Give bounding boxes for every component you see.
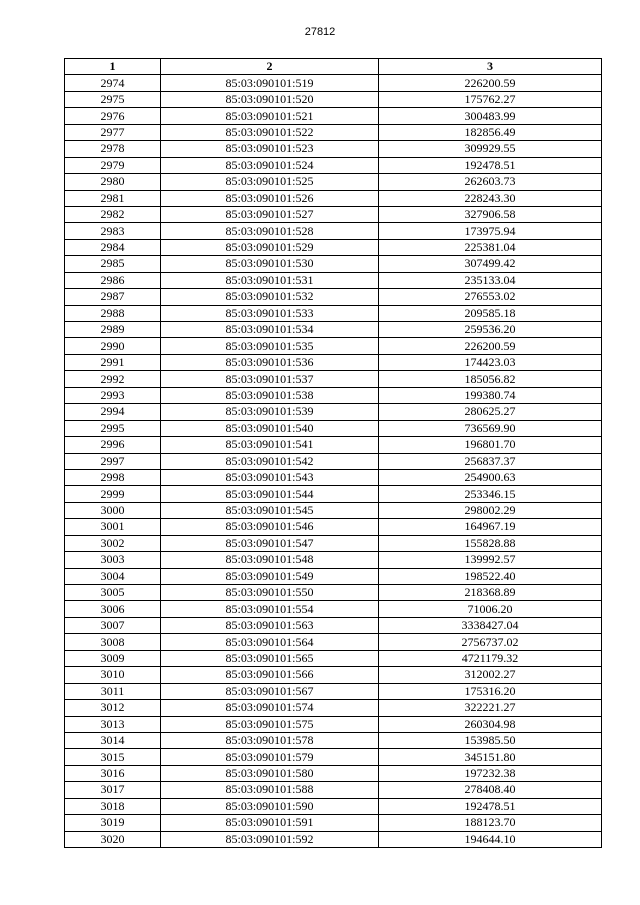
- cadastral-number-cell: 85:03:090101:549: [161, 568, 379, 584]
- table-row: [65, 91, 602, 107]
- cadastral-number-cell: 85:03:090101:536: [161, 354, 379, 370]
- cadastral-number-cell: 85:03:090101:547: [161, 535, 379, 551]
- table-row: [65, 601, 602, 617]
- table-header: [65, 59, 602, 75]
- value-cell: 280625.27: [379, 404, 602, 420]
- table-row: [65, 798, 602, 814]
- cadastral-number-cell: 85:03:090101:537: [161, 371, 379, 387]
- row-number-cell: 3004: [65, 568, 161, 584]
- value-cell: 262603.73: [379, 174, 602, 190]
- column-header-1: 1: [65, 59, 161, 75]
- value-cell: 4721179.32: [379, 650, 602, 666]
- cadastral-number-cell: 85:03:090101:522: [161, 124, 379, 140]
- row-number-cell: 2989: [65, 322, 161, 338]
- cadastral-number-cell: 85:03:090101:524: [161, 157, 379, 173]
- row-number-cell: 2987: [65, 289, 161, 305]
- cadastral-number-cell: 85:03:090101:531: [161, 272, 379, 288]
- row-number-cell: 2974: [65, 75, 161, 91]
- row-number-cell: 3005: [65, 585, 161, 601]
- table-row: [65, 519, 602, 535]
- row-number-cell: 2992: [65, 371, 161, 387]
- value-cell: 228243.30: [379, 190, 602, 206]
- table-row: [65, 190, 602, 206]
- table-row: [65, 223, 602, 239]
- table-row: [65, 75, 602, 91]
- value-cell: 153985.50: [379, 732, 602, 748]
- value-cell: 199380.74: [379, 387, 602, 403]
- value-cell: 253346.15: [379, 486, 602, 502]
- table-row: [65, 354, 602, 370]
- row-number-cell: 3012: [65, 700, 161, 716]
- row-number-cell: 3002: [65, 535, 161, 551]
- table-row: [65, 700, 602, 716]
- value-cell: 192478.51: [379, 157, 602, 173]
- value-cell: 345151.80: [379, 749, 602, 765]
- row-number-cell: 3003: [65, 552, 161, 568]
- row-number-cell: 3000: [65, 502, 161, 518]
- value-cell: 218368.89: [379, 585, 602, 601]
- row-number-cell: 2994: [65, 404, 161, 420]
- value-cell: 71006.20: [379, 601, 602, 617]
- value-cell: 736569.90: [379, 420, 602, 436]
- cadastral-number-cell: 85:03:090101:544: [161, 486, 379, 502]
- table-row: [65, 141, 602, 157]
- row-number-cell: 3019: [65, 815, 161, 831]
- table-row: [65, 157, 602, 173]
- cadastral-number-cell: 85:03:090101:519: [161, 75, 379, 91]
- cadastral-number-cell: 85:03:090101:521: [161, 108, 379, 124]
- table-row: [65, 322, 602, 338]
- cadastral-number-cell: 85:03:090101:530: [161, 256, 379, 272]
- row-number-cell: 2998: [65, 469, 161, 485]
- value-cell: 155828.88: [379, 535, 602, 551]
- table-row: [65, 535, 602, 551]
- row-number-cell: 3014: [65, 732, 161, 748]
- value-cell: 2756737.02: [379, 634, 602, 650]
- table-row: [65, 765, 602, 781]
- cadastral-number-cell: 85:03:090101:580: [161, 765, 379, 781]
- table-row: [65, 256, 602, 272]
- value-cell: 3338427.04: [379, 617, 602, 633]
- row-number-cell: 2980: [65, 174, 161, 190]
- value-cell: 235133.04: [379, 272, 602, 288]
- value-cell: 256837.37: [379, 453, 602, 469]
- value-cell: 188123.70: [379, 815, 602, 831]
- value-cell: 198522.40: [379, 568, 602, 584]
- row-number-cell: 3010: [65, 667, 161, 683]
- row-number-cell: 3008: [65, 634, 161, 650]
- cadastral-number-cell: 85:03:090101:546: [161, 519, 379, 535]
- table-row: [65, 305, 602, 321]
- table-row: [65, 732, 602, 748]
- row-number-cell: 2976: [65, 108, 161, 124]
- row-number-cell: 2991: [65, 354, 161, 370]
- cadastral-number-cell: 85:03:090101:533: [161, 305, 379, 321]
- row-number-cell: 2990: [65, 338, 161, 354]
- page-number: 27812: [304, 26, 336, 38]
- row-number-cell: 2996: [65, 437, 161, 453]
- cadastral-number-cell: 85:03:090101:538: [161, 387, 379, 403]
- value-cell: 194644.10: [379, 831, 602, 847]
- cadastral-number-cell: 85:03:090101:534: [161, 322, 379, 338]
- table-row: [65, 174, 602, 190]
- table-row: [65, 453, 602, 469]
- table-row: [65, 206, 602, 222]
- table-row: [65, 437, 602, 453]
- table-row: [65, 239, 602, 255]
- row-number-cell: 2979: [65, 157, 161, 173]
- table-row: [65, 650, 602, 666]
- value-cell: 278408.40: [379, 782, 602, 798]
- row-number-cell: 2993: [65, 387, 161, 403]
- value-cell: 309929.55: [379, 141, 602, 157]
- row-number-cell: 2977: [65, 124, 161, 140]
- row-number-cell: 3016: [65, 765, 161, 781]
- cadastral-number-cell: 85:03:090101:539: [161, 404, 379, 420]
- table-row: [65, 272, 602, 288]
- data-table: [64, 58, 602, 848]
- cadastral-number-cell: 85:03:090101:520: [161, 91, 379, 107]
- row-number-cell: 2999: [65, 486, 161, 502]
- row-number-cell: 2975: [65, 91, 161, 107]
- row-number-cell: 3009: [65, 650, 161, 666]
- cadastral-number-cell: 85:03:090101:574: [161, 700, 379, 716]
- cadastral-number-cell: 85:03:090101:543: [161, 469, 379, 485]
- value-cell: 312002.27: [379, 667, 602, 683]
- value-cell: 226200.59: [379, 75, 602, 91]
- table-row: [65, 108, 602, 124]
- cadastral-number-cell: 85:03:090101:590: [161, 798, 379, 814]
- row-number-cell: 2978: [65, 141, 161, 157]
- row-number-cell: 2984: [65, 239, 161, 255]
- value-cell: 225381.04: [379, 239, 602, 255]
- value-cell: 185056.82: [379, 371, 602, 387]
- cadastral-number-cell: 85:03:090101:579: [161, 749, 379, 765]
- table-row: [65, 404, 602, 420]
- column-header-2: 2: [161, 59, 379, 75]
- table-row: [65, 124, 602, 140]
- table-row: [65, 502, 602, 518]
- table-row: [65, 486, 602, 502]
- table-row: [65, 749, 602, 765]
- table-row: [65, 683, 602, 699]
- cadastral-number-cell: 85:03:090101:566: [161, 667, 379, 683]
- row-number-cell: 3006: [65, 601, 161, 617]
- value-cell: 259536.20: [379, 322, 602, 338]
- value-cell: 174423.03: [379, 354, 602, 370]
- value-cell: 164967.19: [379, 519, 602, 535]
- row-number-cell: 2982: [65, 206, 161, 222]
- cadastral-number-cell: 85:03:090101:548: [161, 552, 379, 568]
- row-number-cell: 2995: [65, 420, 161, 436]
- value-cell: 209585.18: [379, 305, 602, 321]
- cadastral-number-cell: 85:03:090101:565: [161, 650, 379, 666]
- cadastral-number-cell: 85:03:090101:554: [161, 601, 379, 617]
- cadastral-number-cell: 85:03:090101:575: [161, 716, 379, 732]
- row-number-cell: 2988: [65, 305, 161, 321]
- value-cell: 173975.94: [379, 223, 602, 239]
- table-row: [65, 815, 602, 831]
- value-cell: 327906.58: [379, 206, 602, 222]
- row-number-cell: 3007: [65, 617, 161, 633]
- cadastral-number-cell: 85:03:090101:564: [161, 634, 379, 650]
- cadastral-number-cell: 85:03:090101:523: [161, 141, 379, 157]
- header-row: [65, 59, 602, 75]
- cadastral-number-cell: 85:03:090101:545: [161, 502, 379, 518]
- value-cell: 307499.42: [379, 256, 602, 272]
- cadastral-number-cell: 85:03:090101:529: [161, 239, 379, 255]
- cadastral-number-cell: 85:03:090101:525: [161, 174, 379, 190]
- value-cell: 226200.59: [379, 338, 602, 354]
- value-cell: 175316.20: [379, 683, 602, 699]
- row-number-cell: 3017: [65, 782, 161, 798]
- table-row: [65, 782, 602, 798]
- row-number-cell: 2981: [65, 190, 161, 206]
- table-row: [65, 387, 602, 403]
- row-number-cell: 3011: [65, 683, 161, 699]
- table-row: [65, 469, 602, 485]
- row-number-cell: 3001: [65, 519, 161, 535]
- table-row: [65, 716, 602, 732]
- table-row: [65, 420, 602, 436]
- value-cell: 192478.51: [379, 798, 602, 814]
- row-number-cell: 2986: [65, 272, 161, 288]
- table-row: [65, 667, 602, 683]
- table-body: [65, 75, 602, 848]
- cadastral-number-cell: 85:03:090101:527: [161, 206, 379, 222]
- value-cell: 139992.57: [379, 552, 602, 568]
- column-header-3: 3: [379, 59, 602, 75]
- row-number-cell: 3015: [65, 749, 161, 765]
- cadastral-number-cell: 85:03:090101:563: [161, 617, 379, 633]
- table-row: [65, 634, 602, 650]
- row-number-cell: 2985: [65, 256, 161, 272]
- cadastral-number-cell: 85:03:090101:550: [161, 585, 379, 601]
- table-row: [65, 617, 602, 633]
- table-row: [65, 338, 602, 354]
- cadastral-number-cell: 85:03:090101:535: [161, 338, 379, 354]
- table-row: [65, 289, 602, 305]
- cadastral-number-cell: 85:03:090101:592: [161, 831, 379, 847]
- table-row: [65, 585, 602, 601]
- row-number-cell: 3018: [65, 798, 161, 814]
- cadastral-number-cell: 85:03:090101:578: [161, 732, 379, 748]
- row-number-cell: 3013: [65, 716, 161, 732]
- row-number-cell: 2997: [65, 453, 161, 469]
- cadastral-number-cell: 85:03:090101:540: [161, 420, 379, 436]
- row-number-cell: 3020: [65, 831, 161, 847]
- cadastral-number-cell: 85:03:090101:588: [161, 782, 379, 798]
- value-cell: 260304.98: [379, 716, 602, 732]
- value-cell: 196801.70: [379, 437, 602, 453]
- cadastral-number-cell: 85:03:090101:567: [161, 683, 379, 699]
- value-cell: 298002.29: [379, 502, 602, 518]
- value-cell: 182856.49: [379, 124, 602, 140]
- value-cell: 300483.99: [379, 108, 602, 124]
- cadastral-number-cell: 85:03:090101:542: [161, 453, 379, 469]
- value-cell: 276553.02: [379, 289, 602, 305]
- row-number-cell: 2983: [65, 223, 161, 239]
- value-cell: 175762.27: [379, 91, 602, 107]
- cadastral-number-cell: 85:03:090101:526: [161, 190, 379, 206]
- table-row: [65, 371, 602, 387]
- table-row: [65, 552, 602, 568]
- table-row: [65, 831, 602, 847]
- value-cell: 322221.27: [379, 700, 602, 716]
- value-cell: 197232.38: [379, 765, 602, 781]
- value-cell: 254900.63: [379, 469, 602, 485]
- table-row: [65, 568, 602, 584]
- cadastral-number-cell: 85:03:090101:532: [161, 289, 379, 305]
- cadastral-number-cell: 85:03:090101:528: [161, 223, 379, 239]
- cadastral-number-cell: 85:03:090101:591: [161, 815, 379, 831]
- cadastral-number-cell: 85:03:090101:541: [161, 437, 379, 453]
